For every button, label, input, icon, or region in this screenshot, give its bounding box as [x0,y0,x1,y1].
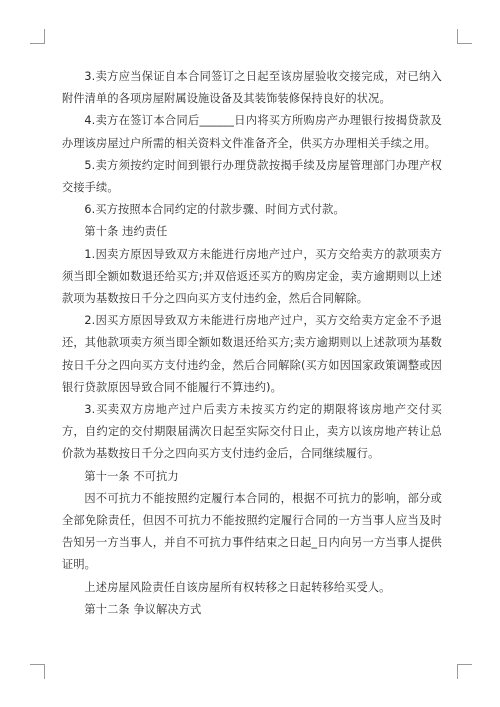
clause-paragraph: 5.卖方须按约定时间到银行办理贷款按揭手续及房屋管理部门办理产权交接手续。 [62,158,442,195]
crop-mark-bottom-right [457,664,472,679]
crop-mark-top-left [30,29,45,44]
section-heading: 第十一条 不可抗力 [84,469,179,483]
crop-mark-bottom-left [30,664,45,679]
clause-paragraph: 因不可抗力不能按照约定履行本合同的，根据不可抗力的影响，部分或全部免除责任，但因不可抗力不能按照约定履行合同的一方当事人应当及时告知另一方当事人，并自不可抗力事件结束之日起_日内向另一方当事人提供证明。 [62,491,442,572]
clause-paragraph: 上述房屋风险责任自该房屋所有权转移之日起转移给买受人。 [84,580,391,594]
clause-paragraph: 4.卖方在签订本合同后______日内将买方所购房产办理银行按揭贷款及办理该房屋过户所需的相关资料文件准备齐全，供买方办理相关手续之用。 [62,114,442,150]
clause-paragraph: 3.买卖双方房地产过户后卖方未按买方约定的期限将该房地产交付买方，自约定的交付期限届满次日起至实际交付日止，卖方以该房地产转让总价款为基数按日千分之四向买方支付违约金后，合同继续履行。 [62,403,442,461]
clause-paragraph: 6.买方按照本合同约定的付款步骤、时间方式付款。 [84,203,345,217]
clause-paragraph: 2.因买方原因导致双方未能进行房地产过户，买方交给卖方定金不予退还，其他款项卖方须当即全额如数退还给买方;卖方逾期则以上述款项为基数按日千分之四向买方支付违约金，然后合同解除(买方如因国家政策调整或因银行贷款原因导致合同不能履行不算违约)。 [62,314,442,394]
clause-paragraph: 1.因卖方原因导致双方未能进行房地产过户，买方交给卖方的款项卖方须当即全额如数退还给买方;并双倍返还买方的购房定金，卖方逾期则以上述款项为基数按日千分之四向买方支付违约金，然后合同解除。 [62,247,442,306]
document-body [62,66,442,621]
section-heading: 第十条 违约责任 [84,225,168,239]
section-heading: 第十二条 争议解决方式 [84,602,202,616]
clause-paragraph: 3.卖方应当保证自本合同签订之日起至该房屋验收交接完成，对已纳入附件清单的各项房屋附属设施设备及其装饰装修保持良好的状况。 [62,70,442,106]
crop-mark-top-right [457,29,472,44]
